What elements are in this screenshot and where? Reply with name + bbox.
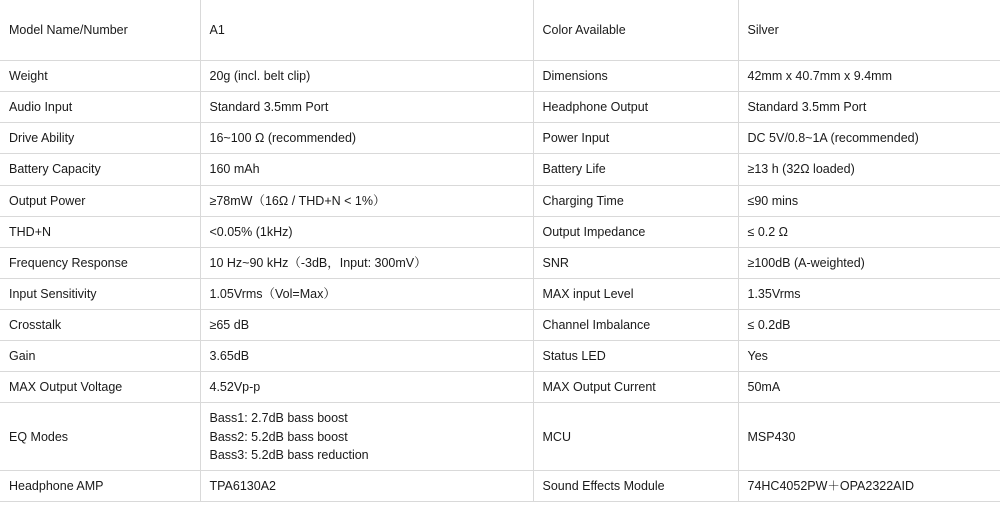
spec-value: A1 bbox=[200, 0, 533, 61]
spec-value: TPA6130A2 bbox=[200, 470, 533, 501]
spec-label: Status LED bbox=[533, 341, 738, 372]
spec-label: Charging Time bbox=[533, 185, 738, 216]
spec-label: Channel Imbalance bbox=[533, 310, 738, 341]
spec-value: 160 mAh bbox=[200, 154, 533, 185]
spec-label: MAX Output Voltage bbox=[0, 372, 200, 403]
spec-value: ≥100dB (A-weighted) bbox=[738, 247, 1000, 278]
spec-value: 50mA bbox=[738, 372, 1000, 403]
spec-value: 74HC4052PW＋OPA2322AID bbox=[738, 470, 1000, 501]
table-row bbox=[0, 185, 1000, 216]
table-row bbox=[0, 372, 1000, 403]
spec-label: Battery Life bbox=[533, 154, 738, 185]
table-row bbox=[0, 278, 1000, 309]
table-row bbox=[0, 61, 1000, 92]
spec-label: MAX input Level bbox=[533, 278, 738, 309]
spec-value: Yes bbox=[738, 341, 1000, 372]
eq-mode-line: Bass2: 5.2dB bass boost bbox=[209, 429, 348, 444]
spec-label: Weight bbox=[0, 61, 200, 92]
spec-label: MAX Output Current bbox=[533, 372, 738, 403]
spec-value-eq-modes bbox=[200, 403, 533, 470]
spec-label: Crosstalk bbox=[0, 310, 200, 341]
spec-value: Silver bbox=[738, 0, 1000, 61]
table-row bbox=[0, 154, 1000, 185]
table-row bbox=[0, 470, 1000, 501]
spec-value: <0.05% (1kHz) bbox=[200, 216, 533, 247]
table-row bbox=[0, 310, 1000, 341]
spec-value: 10 Hz~90 kHz（-3dB，Input: 300mV） bbox=[200, 247, 533, 278]
spec-label: Headphone Output bbox=[533, 92, 738, 123]
spec-label: Model Name/Number bbox=[0, 0, 200, 61]
table-row bbox=[0, 341, 1000, 372]
spec-value: Standard 3.5mm Port bbox=[738, 92, 1000, 123]
spec-label: Battery Capacity bbox=[0, 154, 200, 185]
spec-label: Audio Input bbox=[0, 92, 200, 123]
table-row bbox=[0, 0, 1000, 61]
eq-mode-line: Bass1: 2.7dB bass boost bbox=[209, 411, 348, 426]
table-row bbox=[0, 247, 1000, 278]
spec-label: Sound Effects Module bbox=[533, 470, 738, 501]
spec-value: ≥78mW（16Ω / THD+N < 1%） bbox=[200, 185, 533, 216]
spec-value: DC 5V/0.8~1A (recommended) bbox=[738, 123, 1000, 154]
spec-value: 3.65dB bbox=[200, 341, 533, 372]
spec-label: Dimensions bbox=[533, 61, 738, 92]
spec-value: 1.35Vrms bbox=[738, 278, 1000, 309]
spec-label: Headphone AMP bbox=[0, 470, 200, 501]
spec-label: Output Impedance bbox=[533, 216, 738, 247]
spec-value: ≥13 h (32Ω loaded) bbox=[738, 154, 1000, 185]
spec-label: Input Sensitivity bbox=[0, 278, 200, 309]
spec-label: Drive Ability bbox=[0, 123, 200, 154]
spec-value: ≤ 0.2 Ω bbox=[738, 216, 1000, 247]
spec-value: 1.05Vrms（Vol=Max） bbox=[200, 278, 533, 309]
table-row bbox=[0, 92, 1000, 123]
spec-value: MSP430 bbox=[738, 403, 1000, 470]
spec-label: Frequency Response bbox=[0, 247, 200, 278]
spec-label: Output Power bbox=[0, 185, 200, 216]
spec-value: Standard 3.5mm Port bbox=[200, 92, 533, 123]
spec-label: MCU bbox=[533, 403, 738, 470]
spec-label: Power Input bbox=[533, 123, 738, 154]
table-row bbox=[0, 216, 1000, 247]
spec-value: ≤90 mins bbox=[738, 185, 1000, 216]
spec-label: SNR bbox=[533, 247, 738, 278]
eq-mode-line: Bass3: 5.2dB bass reduction bbox=[209, 447, 369, 462]
table-row bbox=[0, 123, 1000, 154]
spec-label: Gain bbox=[0, 341, 200, 372]
spec-value: 20g (incl. belt clip) bbox=[200, 61, 533, 92]
spec-value: ≤ 0.2dB bbox=[738, 310, 1000, 341]
spec-value: ≥65 dB bbox=[200, 310, 533, 341]
spec-label: THD+N bbox=[0, 216, 200, 247]
spec-label: Color Available bbox=[533, 0, 738, 61]
spec-value: 4.52Vp-p bbox=[200, 372, 533, 403]
spec-label: EQ Modes bbox=[0, 403, 200, 470]
spec-value: 42mm x 40.7mm x 9.4mm bbox=[738, 61, 1000, 92]
table-row bbox=[0, 403, 1000, 470]
spec-value: 16~100 Ω (recommended) bbox=[200, 123, 533, 154]
